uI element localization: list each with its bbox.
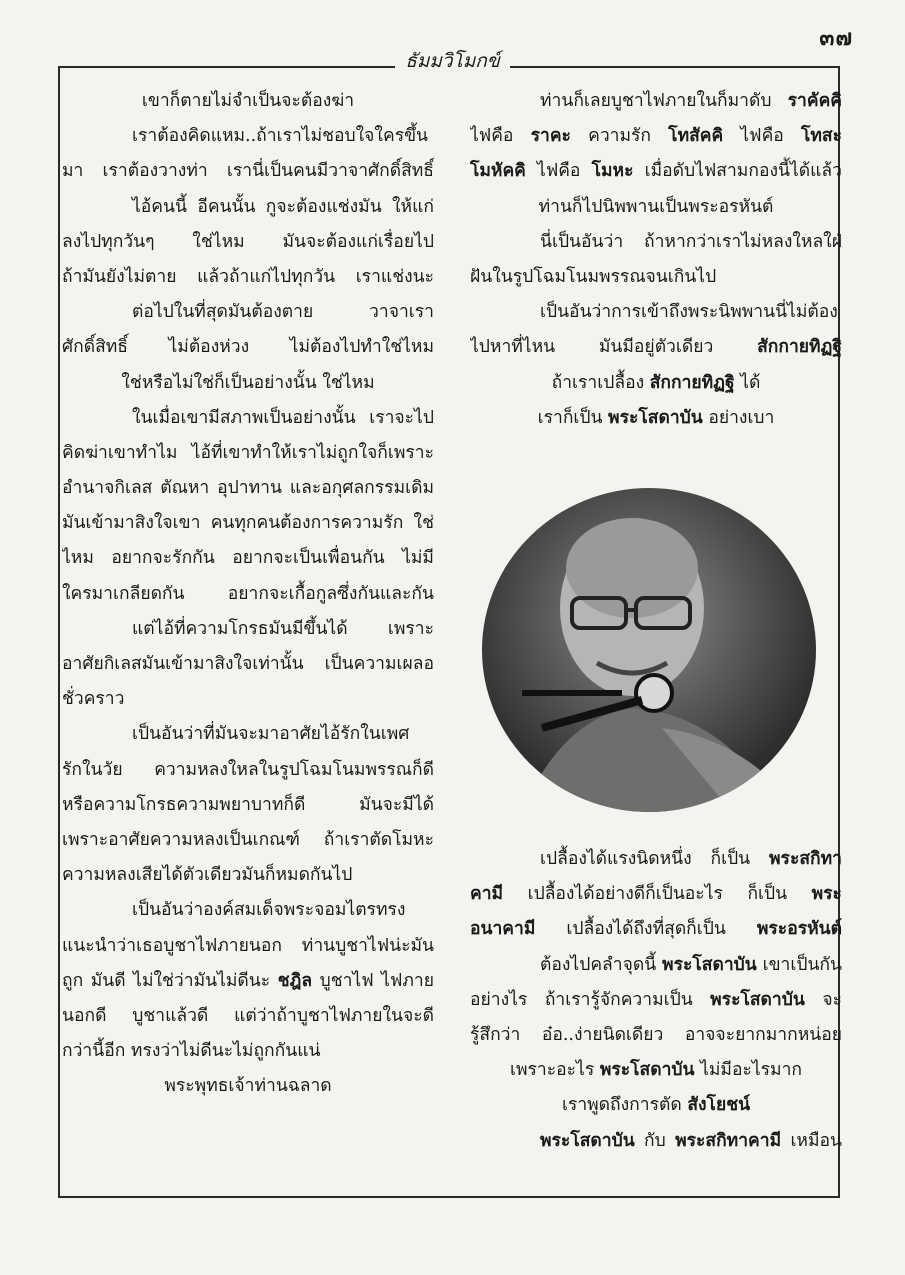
text-line: มันเข้ามาสิงใจเขา คนทุกคนต้องการความรัก ใช่ <box>62 513 434 534</box>
text-line: นี่เป็นอันว่า ถ้าหากว่าเราไม่หลงใหลใฝ่ <box>540 231 842 252</box>
text-line: โมหัคคิ ไฟคือ โมหะ เมื่อดับไฟสามกองนี้ได้แล้ว <box>470 161 842 182</box>
text-line: เปลื้องได้แรงนิดหนึ่ง ก็เป็น พระสกิทา <box>540 849 842 869</box>
text-line: มา เราต้องวางท่า เรานี่เป็นคนมีวาจาศักดิ์สิทธิ์ <box>62 161 434 182</box>
text-line: รักในวัย ความหลงใหลในรูปโฉมโนมพรรณก็ดี <box>62 759 434 780</box>
text-line: เป็นอันว่าการเข้าถึงพระนิพพานนี่ไม่ต้อง <box>540 302 838 323</box>
text-line: นอกดี บูชาแล้วดี แต่ว่าถ้าบูชาไฟภายในจะดี <box>62 1005 434 1026</box>
text-line: เป็นอันว่าที่มันจะมาอาศัยไอ้รักในเพศ <box>132 724 410 745</box>
text-line: แต่ไอ้ที่ความโกรธมันมีขึ้นได้ เพราะ <box>132 618 434 639</box>
text-line: หรือความโกรธความพยาบาทก็ดี มันจะมีได้ <box>62 794 434 815</box>
text-line: ฝันในรูปโฉมโนมพรรณจนเกินไป <box>470 266 717 287</box>
text-line: เราต้องคิดแหม..ถ้าเราไม่ชอบใจใครขึ้น <box>132 126 429 147</box>
text-line: อนาคามี เปลื้องได้ถึงที่สุดก็เป็น พระอรหันต์ <box>470 919 842 940</box>
text-line: ความหลงเสียได้ตัวเดียวมันก็หมดกันไป <box>62 865 353 886</box>
text-line: คามี เปลื้องได้อย่างดีก็เป็นอะไร ก็เป็น พระ <box>470 884 842 905</box>
text-line: ชั่วคราว <box>62 689 125 710</box>
right-column <box>470 84 842 436</box>
text-line: เขาก็ตายไม่จำเป็นจะต้องฆ่า <box>141 91 355 111</box>
text-line: ใครมาเกลียดกัน อยากจะเกื้อกูลซึ่งกันและกัน <box>62 583 434 604</box>
text-line: ไปหาที่ไหน มันมีอยู่ตัวเดียว สักกายทิฏฐิ <box>470 337 842 358</box>
text-line: ลงไปทุกวันๆ ใช่ไหม มันจะต้องแก่เรื่อยไป <box>62 231 434 252</box>
right-column-lower <box>470 842 842 1159</box>
text-line: พระพุทธเจ้าท่านฉลาด <box>164 1076 332 1097</box>
text-line: เราพูดถึงการตัด สังโยชน์ <box>561 1095 751 1116</box>
text-line: ถูก มันดี ไม่ใช่ว่ามันไม่ดีนะ ชฎิล บูชาไฟ ไฟภาย <box>62 970 434 991</box>
text-line: ศักดิ์สิทธิ์ ไม่ต้องห่วง ไม่ต้องไปทำใช่ไหม <box>62 337 434 358</box>
text-line: ถ้ามันยังไม่ตาย แล้วถ้าแก่ไปทุกวัน เราแช่งนะ <box>62 266 434 287</box>
running-header <box>0 46 905 76</box>
text-line: ใช่หรือไม่ใช่ก็เป็นอย่างนั้น ใช่ไหม <box>121 372 375 393</box>
text-line: พระโสดาบัน กับ พระสกิทาคามี เหมือน <box>540 1130 842 1151</box>
text-line: เพราะอะไร พระโสดาบัน ไม่มีอะไรมาก <box>509 1060 803 1081</box>
text-line: ท่านก็เลยบูชาไฟภายในก็มาดับ ราคัคคิ <box>540 91 842 111</box>
portrait-illustration <box>482 488 816 812</box>
text-line: แนะนำว่าเธอบูชาไฟภายนอก ท่านบูชาไฟน่ะมัน <box>62 935 434 956</box>
text-line: อำนาจกิเลส ตัณหา อุปาทาน และอกุศลกรรมเดิม <box>62 478 434 499</box>
text-line: อย่างไร ถ้าเรารู้จักความเป็น พระโสดาบัน จะ <box>470 989 842 1010</box>
header-title: ธัมมวิโมกข์ <box>395 50 510 72</box>
text-line: ไอ้คนนี้ อีคนนั้น กูจะต้องแช่งมัน ให้แก่ <box>132 196 434 217</box>
text-line: กว่านี้อีก ทรงว่าไม่ดีนะไม่ถูกกันแน่ <box>62 1041 321 1062</box>
text-line: ในเมื่อเขามีสภาพเป็นอย่างนั้น เราจะไป <box>132 407 434 428</box>
text-line: ไฟคือ ราคะ ความรัก โทสัคคิ ไฟคือ โทสะ <box>470 126 842 147</box>
text-line: เพราะอาศัยความหลงเป็นเกณฑ์ ถ้าเราตัดโมหะ <box>62 829 434 850</box>
text-line: ต้องไปคลำจุดนี้ พระโสดาบัน เขาเป็นกัน <box>540 954 842 975</box>
text-line: รู้สึกว่า อ๋อ..ง่ายนิดเดียว อาจจะยากมากหน่อย <box>470 1024 842 1045</box>
text-line: คิดฆ่าเขาทำไม ไอ้ที่เขาทำให้เราไม่ถูกใจก็เพราะ <box>62 442 434 463</box>
text-line: ถ้าเราเปลื้อง สักกายทิฏฐิ ได้ <box>551 372 761 393</box>
page-number: ๓๗ <box>819 25 853 51</box>
monk-portrait-photo <box>482 488 816 812</box>
text-line: เป็นอันว่าองค์สมเด็จพระจอมไตรทรง <box>132 900 406 921</box>
text-line: อาศัยกิเลสมันเข้ามาสิงใจเท่านั้น เป็นความเผลอ <box>62 654 434 674</box>
text-line: ท่านก็ไปนิพพานเป็นพระอรหันต์ <box>538 196 774 217</box>
text-line: เราก็เป็น พระโสดาบัน อย่างเบา <box>537 407 775 428</box>
left-column <box>62 84 434 1104</box>
text-line: ต่อไปในที่สุดมันต้องตาย วาจาเรา <box>132 302 434 323</box>
text-line: ไหม อยากจะรักกัน อยากจะเป็นเพื่อนกัน ไม่มี <box>62 548 434 569</box>
